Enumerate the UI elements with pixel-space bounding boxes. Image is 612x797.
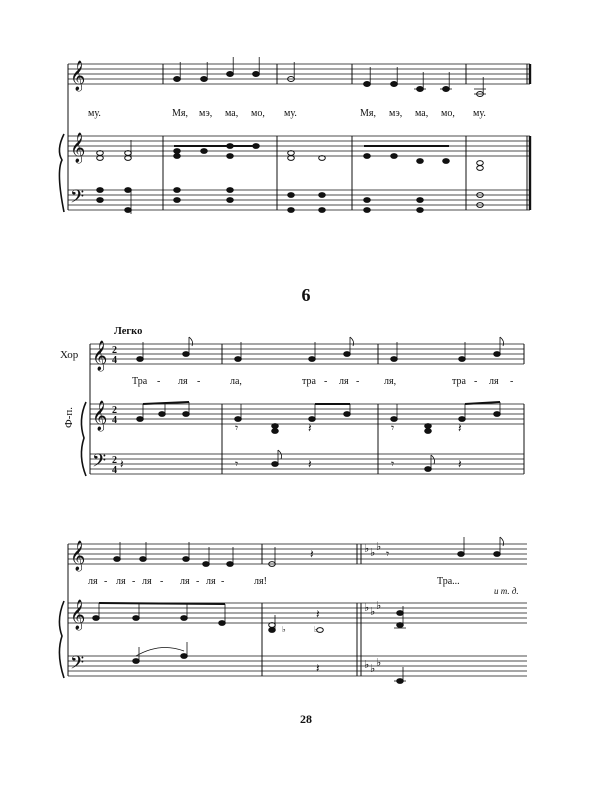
lyric-syllable: ля [339,376,349,387]
system-2-piano-brace [81,402,86,476]
treble-clef-icon: 𝄞 [92,341,108,371]
piano-label: Ф-п. [63,407,75,428]
flat-accidental-icon: ♭ [314,625,318,634]
tempo-marking: Легко [114,326,143,337]
lyric-syllable: му. [473,108,486,119]
system-1-piano-brace [59,134,64,212]
time-signature-2-4 [112,345,117,476]
svg-text:𝄾: 𝄾 [391,457,395,471]
treble-clef-icon: 𝄞 [70,600,86,630]
lyric-syllable: мо, [441,108,455,119]
treble-clef-icon: 𝄞 [70,61,86,91]
lyric-syllable: ма, [225,108,239,119]
svg-text:4: 4 [112,465,117,476]
lyric-syllable: - [474,376,478,387]
lyric-syllable: Тра [132,376,148,387]
svg-text:♭: ♭ [376,600,382,612]
svg-text:♭: ♭ [370,606,376,618]
lyric-syllable: - [132,576,136,587]
svg-text:𝄽: 𝄽 [316,661,320,675]
svg-text:𝄽: 𝄽 [458,421,462,435]
svg-text:𝄽: 𝄽 [310,547,314,561]
svg-text:2: 2 [112,405,117,416]
svg-text:♭: ♭ [370,663,376,675]
lyric-syllable: ма, [415,108,429,119]
lyric-syllable: ла, [230,376,242,387]
bass-clef-icon: 𝄢 [92,451,107,476]
lyric-syllable: мо, [251,108,265,119]
svg-text:4: 4 [112,415,117,426]
system-1-voice-notes [174,57,486,97]
svg-text:𝄽: 𝄽 [308,421,312,435]
treble-clef-icon: 𝄞 [92,401,108,431]
key-signature-flats [364,541,381,675]
lyric-syllable: тра [452,376,466,387]
lyric-syllable: - [197,376,201,387]
lyric-syllable: - [324,376,328,387]
system-2-piano-treble-notes [137,402,501,433]
svg-text:𝄽: 𝄽 [316,607,320,621]
system-3 [59,537,527,683]
system-1-piano-treble-staff [68,136,530,156]
svg-text:𝄽: 𝄽 [458,457,462,471]
svg-text:♭: ♭ [364,543,370,555]
lyric-syllable: - [356,376,360,387]
lyric-syllable: - [221,576,225,587]
svg-text:2: 2 [112,455,117,466]
svg-text:♭: ♭ [376,657,382,669]
treble-clef-icon: 𝄞 [70,133,86,163]
system-3-lyrics [88,576,460,587]
page-number: 28 [300,712,312,726]
lyric-syllable: Мя, [172,108,188,119]
lyric-syllable: ля [178,376,188,387]
svg-text:𝄾: 𝄾 [235,421,239,435]
lyric-syllable: - [160,576,164,587]
svg-text:𝄾: 𝄾 [386,547,390,561]
system-1-lyrics [88,108,486,119]
system-2-lyrics [132,376,513,387]
lyric-syllable: ля [489,376,499,387]
svg-text:𝄾: 𝄾 [391,421,395,435]
lyric-syllable: Тра... [437,576,460,587]
lyric-syllable: му. [284,108,297,119]
svg-text:2: 2 [112,345,117,356]
svg-text:𝄽: 𝄽 [120,457,124,471]
lyric-syllable: - [196,576,200,587]
system-2-voice-staff [90,344,524,364]
piece-number: 6 [301,285,311,305]
lyric-syllable: - [157,376,161,387]
rest-icons [120,421,462,471]
system-3-piano-brace [59,601,64,678]
system-1-piano-treble-notes [97,140,484,170]
system-2 [60,326,524,476]
lyric-syllable: ля [206,576,216,587]
svg-text:♭: ♭ [364,602,370,614]
etc-marking: и т. д. [494,586,519,596]
lyric-syllable: - [510,376,514,387]
svg-text:4: 4 [112,355,117,366]
system-1-voice-staff [68,64,530,84]
svg-text:♭: ♭ [364,659,370,671]
system-3-voice-notes [114,537,504,566]
lyric-syllable: - [104,576,108,587]
bass-clef-icon: 𝄢 [70,187,85,212]
choir-label: Хор [60,349,79,361]
lyric-syllable: ля [88,576,98,587]
treble-clef-icon: 𝄞 [70,541,86,571]
svg-text:𝄽: 𝄽 [308,457,312,471]
flat-accidental-icon: ♭ [282,625,286,634]
system-2-piano-bass-notes [272,450,435,471]
svg-text:♭: ♭ [370,547,376,559]
system-1-piano-bass-staff [68,190,530,210]
system-1 [59,57,530,214]
svg-text:𝄾: 𝄾 [235,457,239,471]
lyric-syllable: ля, [384,376,397,387]
system-1-barlines [68,64,530,210]
lyric-syllable: ля [180,576,190,587]
lyric-syllable: му. [88,108,101,119]
svg-text:♭: ♭ [376,541,382,553]
lyric-syllable: мэ, [389,108,403,119]
lyric-syllable: Мя, [360,108,376,119]
lyric-syllable: ля [142,576,152,587]
lyric-syllable: мэ, [199,108,213,119]
lyric-syllable: ля [116,576,126,587]
lyric-syllable: тра [302,376,316,387]
lyric-syllable: ля! [254,576,267,587]
bass-clef-icon: 𝄢 [70,653,85,678]
